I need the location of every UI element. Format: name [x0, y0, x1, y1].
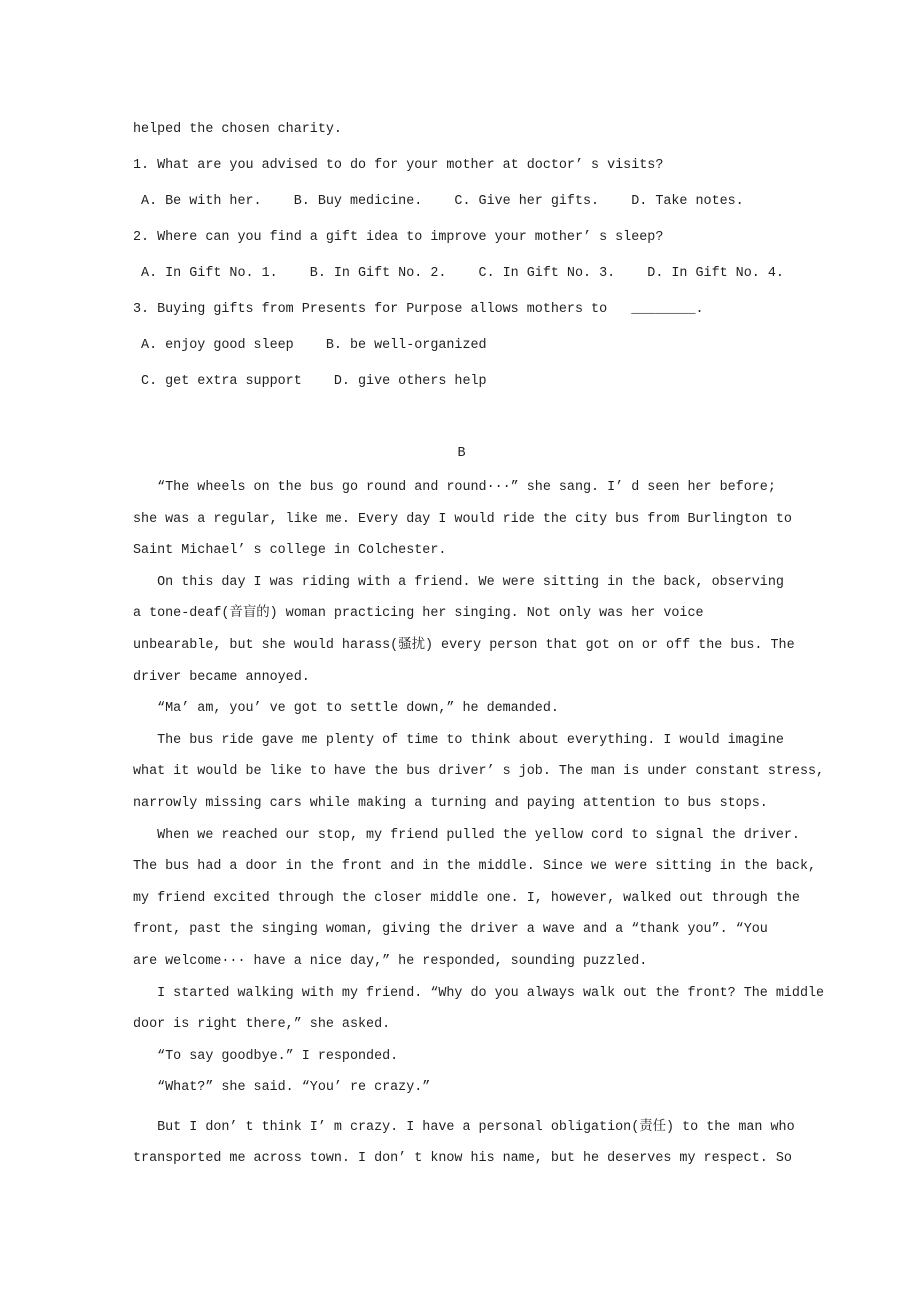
passage-line: “The wheels on the bus go round and round···” she sang. I’ d seen her before;	[133, 480, 776, 495]
passage-line: The bus had a door in the front and in the middle. Since we were sitting in the back,	[133, 859, 817, 875]
passage-line: Saint Michael’ s college in Colchester.	[133, 543, 447, 559]
passage-line: she was a regular, like me. Every day I would ride the city bus from Burlington to	[133, 511, 792, 527]
passage-line: When we reached our stop, my friend pulled the yellow cord to signal the driver.	[133, 827, 800, 843]
passage-section	[133, 472, 833, 1175]
questions-section	[133, 112, 833, 400]
question-stem: 1. What are you advised to do for your mother at doctor’ s visits?	[133, 158, 664, 173]
question-stem: 2. Where can you find a gift idea to improve your mother’ s sleep?	[133, 230, 664, 245]
option-row: A. Be with her. B. Buy medicine. C. Give her gifts. D. Take notes.	[133, 194, 744, 209]
option-row: A. enjoy good sleep B. be well-organized	[133, 338, 487, 353]
passage-line: are welcome··· have a nice day,” he responded, sounding puzzled.	[133, 953, 648, 969]
option-row: C. get extra support D. give others help	[133, 374, 487, 389]
passage-line: On this day I was riding with a friend. We were sitting in the back, observing	[133, 574, 784, 590]
passage-line: a tone-deaf(音盲的) woman practicing her singing. Not only was her voice	[133, 606, 704, 622]
passage-line: what it would be like to have the bus driver’ s job. The man is under constant stress,	[133, 764, 825, 780]
passage-line: “Ma’ am, you’ ve got to settle down,” he demanded.	[133, 701, 559, 717]
passage-line: But I don’ t think I’ m crazy. I have a personal obligation(责任) to the man who	[133, 1119, 795, 1135]
passage-line: transported me across town. I don’ t know his name, but he deserves my respect. So	[133, 1151, 792, 1167]
passage-line: driver became annoyed.	[133, 669, 310, 685]
questions-list	[133, 148, 833, 400]
option-row: A. In Gift No. 1. B. In Gift No. 2. C. In Gift No. 3. D. In Gift No. 4.	[133, 266, 784, 281]
passage-line: unbearable, but she would harass(骚扰) every person that got on or off the bus. The	[133, 637, 795, 653]
passage-line: narrowly missing cars while making a turning and paying attention to bus stops.	[133, 795, 768, 811]
passage-line: door is right there,” she asked.	[133, 1017, 391, 1033]
section-b-heading: B	[457, 446, 466, 461]
passage-context-line: helped the chosen charity.	[133, 122, 342, 137]
question-stem: 3. Buying gifts from Presents for Purpose allows mothers to ________.	[133, 302, 704, 317]
passage-line: The bus ride gave me plenty of time to think about everything. I would imagine	[133, 732, 784, 748]
passage-line: “To say goodbye.” I responded.	[133, 1048, 399, 1064]
passage-line: front, past the singing woman, giving the driver a wave and a “thank you”. “You	[133, 922, 768, 938]
exam-page	[133, 112, 833, 1175]
passage-line: “What?” she said. “You’ re crazy.”	[133, 1080, 431, 1096]
passage-line: I started walking with my friend. “Why do you always walk out the front? The middle	[133, 985, 825, 1001]
passage-line: my friend excited through the closer middle one. I, however, walked out through the	[133, 890, 800, 906]
